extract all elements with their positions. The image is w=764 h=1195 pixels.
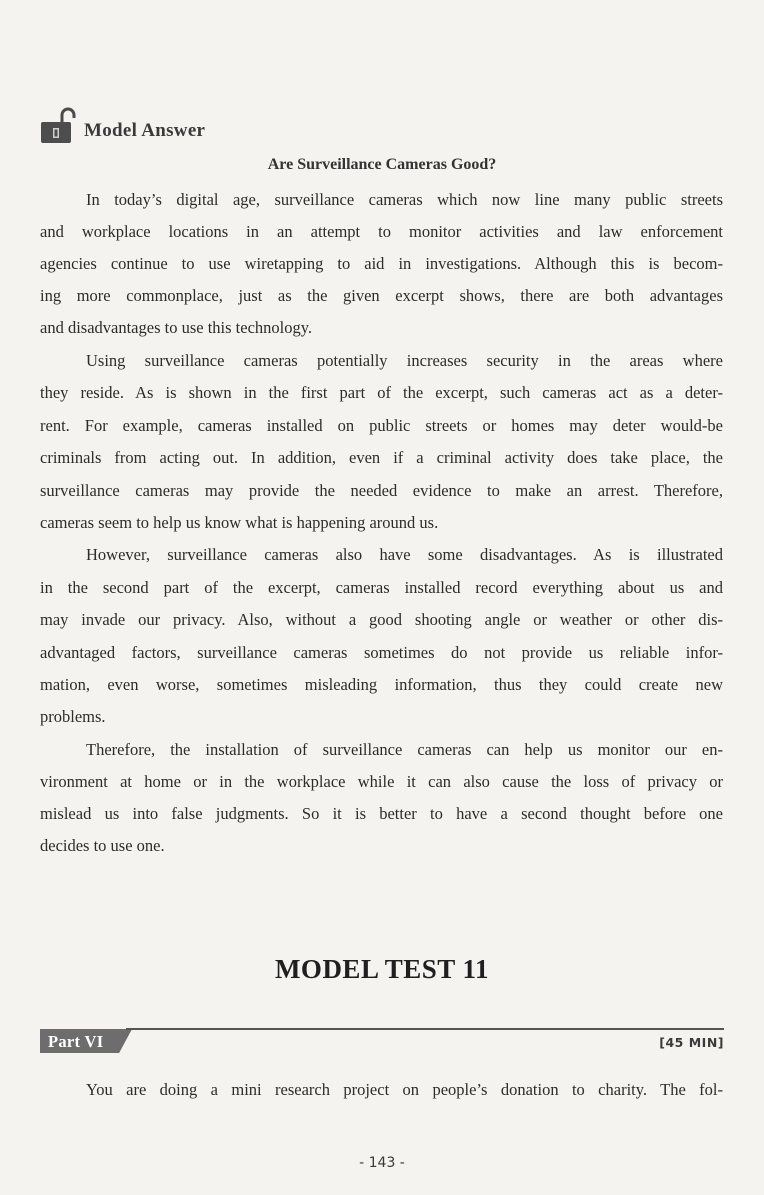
essay-title: Are Surveillance Cameras Good?	[267, 156, 497, 173]
essay-line: and disadvantages to use this technology.	[40, 318, 313, 337]
essay-line: decides to use one.	[40, 836, 165, 855]
essay-line: rent. For example, cameras installed on public streets or homes may deter would-be	[40, 416, 723, 435]
page-number: - 143 -	[359, 1155, 405, 1171]
section-title: Model Answer	[84, 120, 206, 141]
essay-line: mislead us into false judgments. So it is better to have a second thought before one	[40, 804, 723, 823]
instructions-line: You are doing a mini research project on people’s donation to charity. The fol-	[86, 1080, 723, 1099]
essay-line: ing more commonplace, just as the given excerpt shows, there are both advantages	[40, 286, 723, 305]
essay-line: agencies continue to use wiretapping to aid in investigations. Although this is becom-	[40, 254, 723, 273]
essay-line: mation, even worse, sometimes misleading information, thus they could create new	[40, 675, 723, 694]
part-rule	[126, 1028, 724, 1030]
essay-line: may invade our privacy. Also, without a good shooting angle or weather or other dis-	[40, 610, 723, 629]
part-header	[40, 1024, 724, 1056]
essay-line: In today’s digital age, surveillance cameras which now line many public streets	[86, 190, 723, 209]
part-label: Part VI	[48, 1032, 104, 1051]
essay-line: However, surveillance cameras also have some disadvantages. As is illustrated	[86, 545, 723, 564]
essay-line: Using surveillance cameras potentially increases security in the areas where	[86, 351, 723, 370]
essay-line: criminals from acting out. In addition, even if a criminal activity does take place, the	[40, 448, 723, 467]
essay-line: they reside. As is shown in the first part of the excerpt, such cameras act as a deter-	[40, 383, 723, 402]
essay-line: advantaged factors, surveillance cameras sometimes do not provide us reliable infor-	[40, 643, 723, 662]
essay-line: and workplace locations in an attempt to monitor activities and law enforcement	[40, 222, 723, 241]
essay-line: in the second part of the excerpt, cameras installed record everything about us and	[40, 578, 723, 597]
model-answer-header	[40, 104, 340, 144]
lock-icon	[40, 104, 78, 144]
model-test-heading: MODEL TEST 11	[274, 954, 490, 984]
part-time: [45 MIN]	[659, 1035, 724, 1050]
essay-line: surveillance cameras may provide the needed evidence to make an arrest. Therefore,	[40, 481, 723, 500]
essay-line: vironment at home or in the workplace while it can also cause the loss of privacy or	[40, 772, 723, 791]
essay-line: Therefore, the installation of surveillance cameras can help us monitor our en-	[86, 740, 723, 759]
essay-line: problems.	[40, 707, 106, 726]
essay-line: cameras seem to help us know what is happening around us.	[40, 513, 439, 532]
